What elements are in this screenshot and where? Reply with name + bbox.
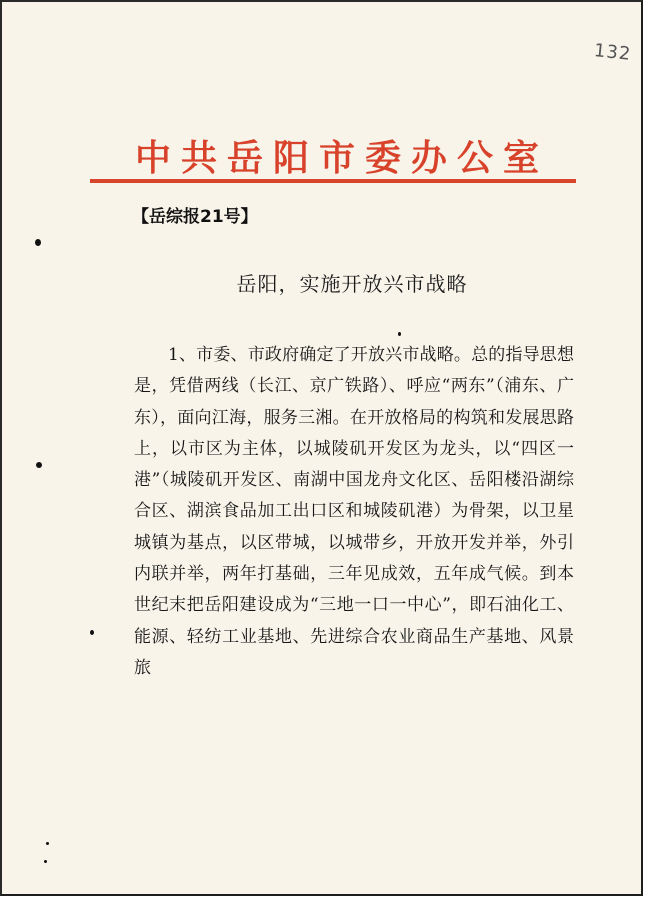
body-text [134,340,574,684]
letterhead-rule [90,179,576,183]
body-paragraph: 1、市委、市政府确定了开放兴市战略。总的指导思想是，凭借两线（长江、京广铁路）、呼应“两东”（浦东、广东），面向江海，服务三湘。在开放格局的构筑和发展思路上，以市区为主体，以城陵矶开发区为龙头，以“四区一港”（城陵矶开发区、南湖中国龙舟文化区、岳阳楼沿湖综合区、湖滨食品加工出口区和城陵矶港）为骨架，以卫星城镇为基点，以区带城，以城带乡，开放开发并举，外引内联并举，两年打基础，三年见成效，五年成气候。到本世纪末把岳阳建设成为“三地一口一中心”，即石油化工、能源、轻纺工业基地、先进综合农业商品生产基地、风景旅 [134,345,574,678]
scan-speck [90,630,94,635]
page-number: 132 [593,40,633,65]
letterhead-title: 中共岳阳市委办公室 [134,138,549,179]
scan-speck [35,239,41,246]
scan-speck [44,860,47,863]
scan-speck [36,462,42,468]
document-number: 【岳综报21号】 [132,207,258,227]
scan-speck [46,842,49,845]
scan-speck [398,332,401,336]
document-heading: 岳阳，实施开放兴市战略 [236,272,468,296]
